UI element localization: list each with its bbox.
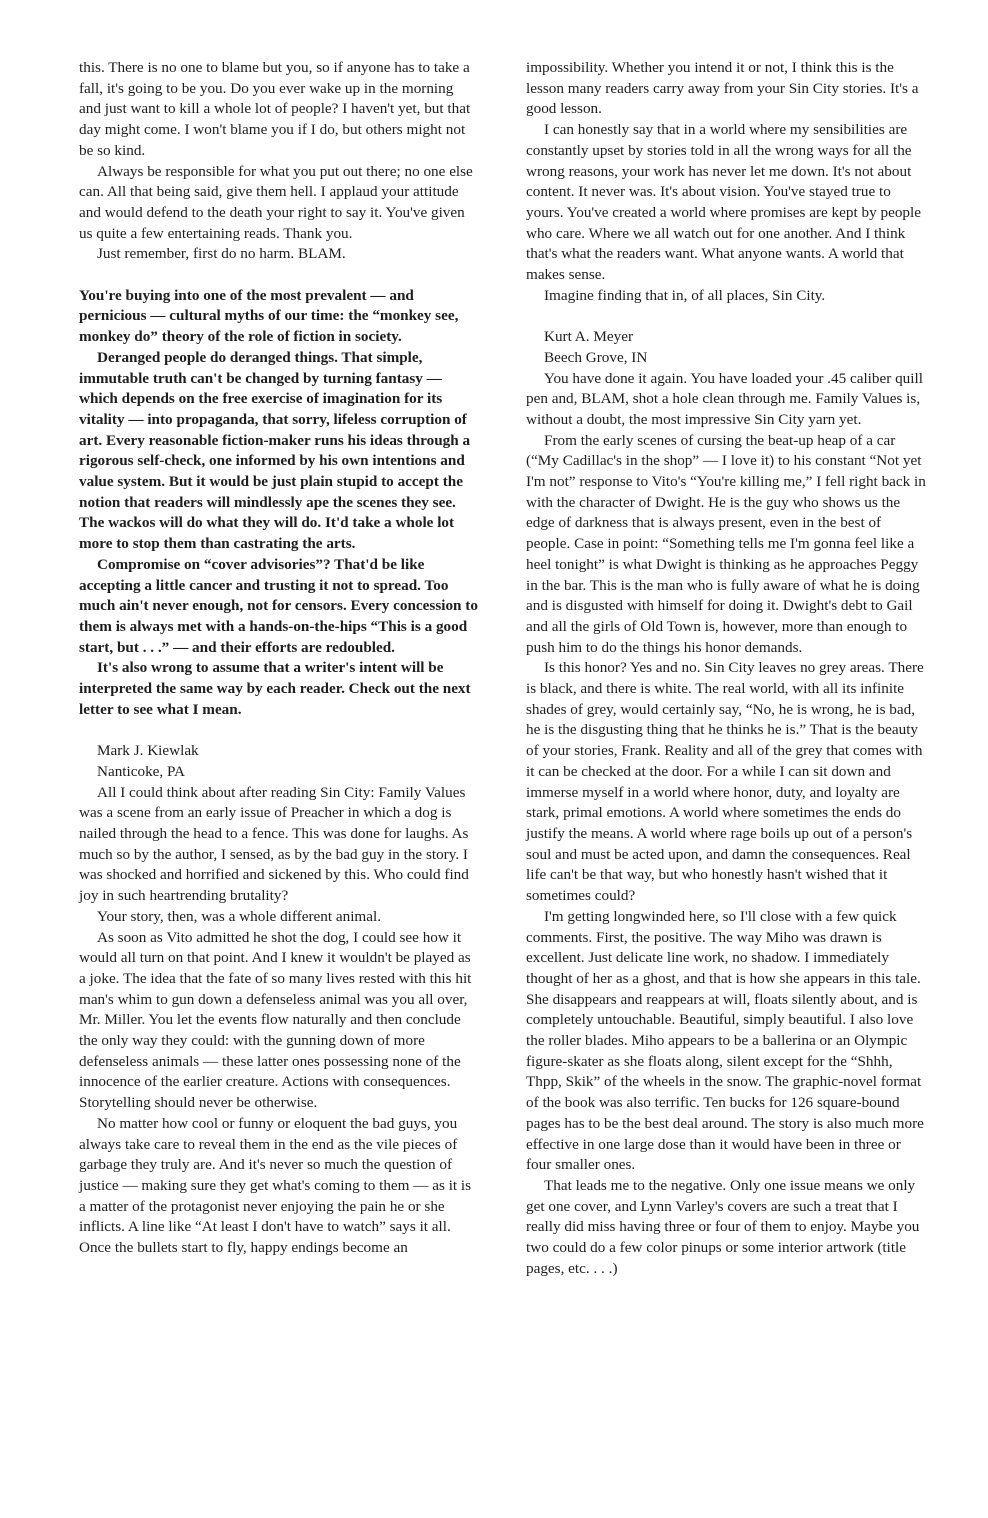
letter-author-name: Mark J. Kiewlak xyxy=(97,742,199,760)
editor-reply-paragraph: You're buying into one of the most prevalent — and pernicious — cultural myths of our time: the “monkey see, monkey do” theory of the role of fiction in society. xyxy=(79,286,459,346)
letter-paragraph: Imagine finding that in, of all places, Sin City. xyxy=(544,286,826,304)
letter-continuation-paragraph: this. There is no one to blame but you, so if anyone has to take a fall, it's going to be you. Do you ever wake up in the morning and just want to kill a whole lot of people? I haven't yet, but that day might come. I won't blame you if I do, but others might not be so kind. xyxy=(79,59,471,159)
letter-paragraph: I'm getting longwinded here, so I'll close with a few quick comments. First, the positive. The way Miho was drawn is excellent. Just delicate line work, no shadow. I immediately thought of her as a ghost, and that is how she appears in this tale. She disappears and reappears at will, floats silently about, and is completely untouchable. Beautiful, simply beautiful. I also love the roller blades. Miho appears to be a ballerina or an Olympic figure-skater as she floats along, silent except for the “Shhh, Thpp, Skik” of the wheels in the snow. The graphic-novel format of the book was also terrific. Ten bucks for 126 square-bound pages has to be the best deal around. The story is also much more effective in one large dose than it would have been in three or four smaller ones. xyxy=(526,907,924,1174)
letter-continuation-paragraph: Always be responsible for what you put out there; no one else can. All that being said, give them hell. I applaud your attitude and would defend to the death your right to say it. You've given us quite a few entertaining reads. Thank you. xyxy=(79,162,473,242)
letter-paragraph: I can honestly say that in a world where my sensibilities are constantly upset by stories told in all the wrong ways for all the wrong reasons, your work has never let me down. It's not about content. It never was. It's about vision. You've stayed true to yours. You've created a world where promises are kept by people who care. Where we all watch out for one another. And I think that's what the readers want. What anyone wants. A world that makes sense. xyxy=(526,121,921,284)
editor-reply-paragraph: Deranged people do deranged things. That simple, immutable truth can't be changed by turning fantasy — which depends on the free exercise of imagination for its vitality — into propaganda, that sorry, lifeless corruption of art. Every reasonable fiction-maker runs his ideas through a rigorous self-check, one informed by his own intentions and value system. But it would be just plain stupid to accept the notion that readers will mindlessly ape the scenes they see. The wackos will do what they will do. It'd take a whole lot more to stop them than castrating the arts. xyxy=(79,348,471,553)
letter-author-location: Nanticoke, PA xyxy=(97,762,186,780)
right-column xyxy=(526,58,926,1279)
left-column xyxy=(79,58,479,1259)
letter-paragraph: No matter how cool or funny or eloquent the bad guys, you always take care to reveal them in the end as the vile pieces of garbage they truly are. And it's never so much the question of justice — making sure they get what's coming to them — as it is a matter of the protagonist never enjoying the pain he or she inflicts. A line like “At least I don't have to watch” says it all. Once the bullets start to fly, happy endings become an xyxy=(79,1114,472,1257)
letter-author-name: Kurt A. Meyer xyxy=(544,328,633,346)
letter-paragraph: impossibility. Whether you intend it or not, I think this is the lesson many readers carry away from your Sin City stories. It's a good lesson. xyxy=(526,59,919,118)
letter-paragraph: That leads me to the negative. Only one issue means we only get one cover, and Lynn Varley's covers are such a treat that I really did miss having three or four of them to enjoy. Maybe you two could do a few color pinups or some interior artwork (title pages, etc. . . .) xyxy=(526,1176,920,1277)
letter-paragraph: From the early scenes of cursing the beat-up heap of a car (“My Cadillac's in the shop” — I love it) to his constant “Not yet I'm not” response to Vito's “You're killing me,” I fell right back in with the character of Dwight. He is the guy who shows us the edge of darkness that is always present, even in the best of people. Case in point: “Something tells me I'm gonna feel like a heel tonight” is what Dwight is thinking as he approaches Peggy in the bar. This is the man who is fully aware of what he is doing and is disgusted with himself for doing it. Dwight's debt to Gail and all the girls of Old Town is, however, more than enough to push him to do the things his honor demands. xyxy=(526,431,926,656)
section-spacer xyxy=(79,265,479,286)
letter-paragraph: You have done it again. You have loaded your .45 caliber quill pen and, BLAM, shot a hole clean through me. Family Values is, without a doubt, the most impressive Sin City yarn yet. xyxy=(526,369,923,428)
editor-reply-paragraph: Compromise on “cover advisories”? That'd be like accepting a little cancer and trusting it not to spread. Too much ain't never enough, not for censors. Every concession to them is always met with a hands-on-the-hips “This is a good start, but . . .” — and their efforts are redoubled. xyxy=(79,555,478,656)
letter-author-location: Beech Grove, IN xyxy=(544,348,648,366)
section-spacer xyxy=(79,720,479,741)
letter-continuation-paragraph: Just remember, first do no harm. BLAM. xyxy=(97,245,346,263)
letter-paragraph: Is this honor? Yes and no. Sin City leaves no grey areas. There is black, and there is white. The real world, with all its infinite shades of grey, would certainly say, “No, he is wrong, he is bad, he is the disgusting thing that he thinks he is.” That is the beauty of your stories, Frank. Reality and all of the grey that comes with it can be checked at the door. For a while I can sit down and immerse myself in a world where honor, duty, and loyalty are stark, primal emotions. A world where sometimes the ends do justify the means. A world where rage boils up out of a person's soul and must be acted upon, and damn the consequences. Real life can't be that way, but who honestly hasn't wished that it sometimes could? xyxy=(526,659,924,905)
letter-paragraph: Your story, then, was a whole different animal. xyxy=(97,907,382,925)
letter-paragraph: All I could think about after reading Sin City: Family Values was a scene from an early issue of Preacher in which a dog is nailed through the head to a fence. This was done for laughs. As much so by the author, I sensed, as by the bad guy in the story. I was shocked and horrified and sickened by this. Who could find joy in such heartrending brutality? xyxy=(79,783,469,905)
section-spacer xyxy=(526,306,926,327)
letter-paragraph: As soon as Vito admitted he shot the dog, I could see how it would all turn on that point. And I knew it wouldn't be played as a joke. The idea that the fate of so many lives rested with this hit man's whim to gun down a defenseless animal was you all over, Mr. Miller. You let the events flow naturally and then conclude the only way they could: with the gunning down of more defenseless animals — these latter ones possessing none of the innocence of the earlier creature. Actions with consequences. Storytelling should never be otherwise. xyxy=(79,928,472,1112)
editor-reply-paragraph: It's also wrong to assume that a writer's intent will be interpreted the same way by each reader. Check out the next letter to see what I mean. xyxy=(79,659,471,718)
